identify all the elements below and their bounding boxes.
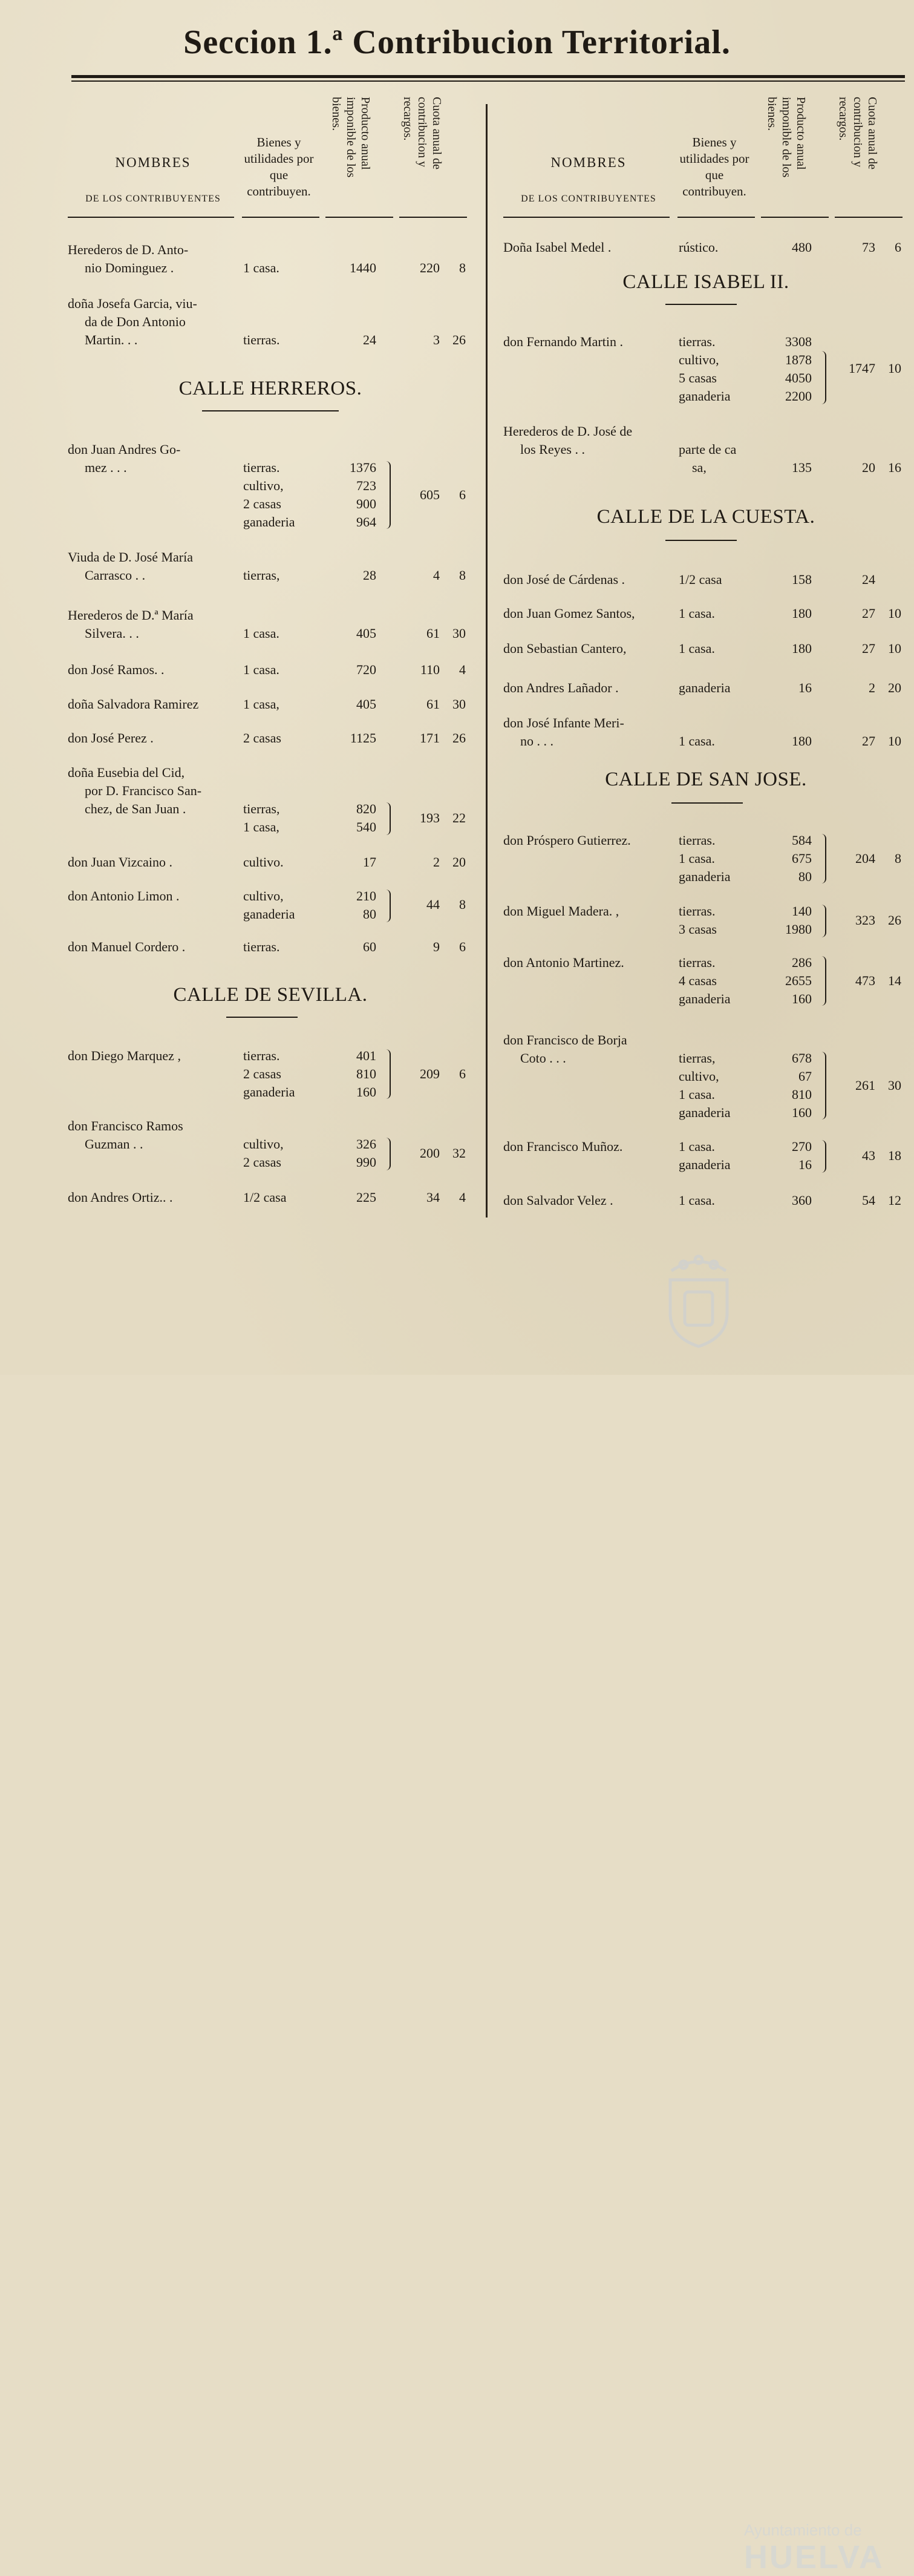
quota-cents: 8	[459, 260, 466, 275]
header-rule	[399, 217, 467, 218]
quota-amount: 473	[855, 973, 875, 988]
contributor-name: don Juan Gomez Santos,	[503, 606, 635, 621]
quota-amount: 261	[855, 1078, 875, 1093]
value-brace	[819, 834, 826, 883]
header-rule	[761, 217, 829, 218]
contributor-goods: tierras. 2 casas ganaderia	[243, 1048, 295, 1100]
contributor-goods: 1 casa.	[679, 733, 715, 749]
quota-cents: 10	[888, 606, 901, 621]
contributor-name: don Andres Lañador .	[503, 680, 619, 695]
street-heading: CALLE HERREROS.	[178, 378, 362, 399]
page-title: Seccion 1.ª Contribucion Territorial.	[183, 24, 731, 61]
title-rule-thick	[71, 75, 905, 78]
header-producto: Producto anual imponible de los bienes.	[765, 97, 808, 178]
product-values: 24	[363, 332, 376, 347]
quota-cents: 10	[888, 361, 901, 376]
contributor-name: Doña Isabel Medel .	[503, 240, 612, 255]
street-rule	[665, 540, 737, 541]
quota-cents: 26	[452, 730, 466, 746]
quota-amount: 204	[855, 851, 875, 866]
coat-of-arms-icon	[659, 1247, 738, 1349]
header-rule	[503, 217, 670, 218]
header-producto: Producto anual imponible de los bienes.	[330, 97, 372, 178]
quota-cents: 8	[895, 851, 901, 866]
quota-amount: 4	[433, 568, 440, 583]
quota-cents: 26	[452, 332, 466, 347]
street-rule	[671, 802, 743, 804]
product-values: 225	[356, 1190, 376, 1205]
contributor-name: don Próspero Gutierrez.	[503, 833, 631, 848]
product-values: 210 80	[356, 888, 376, 922]
quota-cents: 22	[452, 810, 466, 825]
contributor-goods: 1 casa.	[679, 606, 715, 621]
contributor-goods: 1 casa.	[243, 626, 279, 641]
quota-amount: 2	[433, 854, 440, 870]
quota-amount: 200	[420, 1145, 440, 1161]
contributor-goods: tierras. 1 casa. ganaderia	[679, 833, 731, 884]
column-divider	[486, 104, 488, 1218]
quota-cents: 32	[452, 1145, 466, 1161]
contributor-name: don José Infante Meri- no . . .	[503, 715, 624, 749]
contributor-goods: tierras.	[243, 332, 280, 347]
product-values: 180	[792, 733, 812, 749]
quota-amount: 171	[420, 730, 440, 746]
street-heading: CALLE DE LA CUESTA.	[596, 506, 815, 528]
quota-cents: 30	[452, 626, 466, 641]
header-rule	[677, 217, 755, 218]
quota-amount: 27	[862, 606, 875, 621]
header-bienes: Bienes y utilidades por que contribuyen.	[679, 135, 749, 198]
quota-amount: 605	[420, 487, 440, 502]
value-brace	[384, 890, 391, 922]
contributor-goods: ganaderia	[679, 680, 731, 695]
contributor-goods: tierras. cultivo, 2 casas ganaderia	[243, 460, 295, 529]
value-brace	[384, 1138, 391, 1170]
value-brace	[819, 1052, 826, 1119]
contributor-name: don Antonio Limon .	[68, 888, 180, 903]
contributor-name: don Sebastian Cantero,	[503, 641, 627, 656]
header-bienes: Bienes y utilidades por que contribuyen.	[244, 135, 314, 198]
header-names: NOMBRES	[115, 155, 191, 170]
product-values: 17	[363, 854, 376, 870]
quota-amount: 220	[420, 260, 440, 275]
product-values: 158	[792, 572, 812, 587]
value-brace	[384, 1049, 391, 1099]
product-values: 28	[363, 568, 376, 583]
contributor-goods: 1/2 casa	[679, 572, 722, 587]
quota-cents: 30	[452, 696, 466, 712]
product-values: 270 16	[792, 1139, 812, 1172]
contributor-name: Herederos de D.ª María Silvera. . .	[68, 608, 194, 641]
product-values: 480	[792, 240, 812, 255]
quota-amount: 3	[433, 332, 440, 347]
contributor-name: don Salvador Velez .	[503, 1193, 613, 1208]
contributor-name: don Juan Vizcaino .	[68, 854, 173, 870]
quota-amount: 323	[855, 913, 875, 928]
quota-cents: 30	[888, 1078, 901, 1093]
contributor-name: don Diego Marquez ,	[68, 1048, 181, 1063]
contributor-name: doña Josefa Garcia, viu- da de Don Antonio Martin. . .	[68, 296, 197, 347]
contributor-name: don Francisco de Borja Coto . . .	[503, 1032, 627, 1066]
product-values: 1440	[350, 260, 376, 275]
contributor-goods: 1 casa.	[679, 1193, 715, 1208]
contributor-name: don Antonio Martinez.	[503, 955, 624, 970]
product-values: 60	[363, 939, 376, 954]
contributor-name: don Andres Ortiz.. .	[68, 1190, 173, 1205]
contributor-name: don Fernando Martin .	[503, 334, 623, 349]
product-values: 1376 723 900 964	[350, 460, 376, 529]
right-header	[503, 97, 909, 218]
quota-amount: 9	[433, 939, 440, 954]
header-names: NOMBRES	[550, 155, 627, 170]
value-brace	[819, 956, 826, 1006]
contributor-goods: tierras.	[243, 939, 280, 954]
street-rule	[665, 304, 737, 305]
contributor-goods: rústico.	[679, 240, 719, 255]
header-rule	[835, 217, 903, 218]
contributor-name: Viuda de D. José María Carrasco . .	[68, 549, 194, 583]
quota-cents: 8	[459, 568, 466, 583]
contributor-goods: tierras, 1 casa,	[243, 801, 280, 834]
header-rule	[68, 217, 234, 218]
header-rule	[325, 217, 393, 218]
contributor-goods: tierras. 4 casas ganaderia	[679, 955, 731, 1006]
product-values: 135	[792, 460, 812, 475]
product-values: 360	[792, 1193, 812, 1208]
quota-cents: 10	[888, 733, 901, 749]
quota-amount: 61	[426, 696, 440, 712]
quota-amount: 73	[862, 240, 875, 255]
quota-cents: 10	[888, 641, 901, 656]
contributor-name: doña Salvadora Ramirez	[68, 696, 199, 712]
quota-cents: 6	[459, 939, 466, 954]
quota-cents: 8	[459, 897, 466, 912]
product-values: 678 67 810 160	[792, 1050, 812, 1120]
contributor-goods: 1 casa. ganaderia	[679, 1139, 731, 1172]
contributor-goods: cultivo, ganaderia	[243, 888, 295, 922]
quota-amount: 2	[869, 680, 875, 695]
quota-amount: 27	[862, 733, 875, 749]
quota-cents: 4	[459, 1190, 466, 1205]
quota-cents: 6	[895, 240, 901, 255]
street-heading: CALLE DE SAN JOSE.	[605, 769, 807, 790]
quota-amount: 24	[862, 572, 875, 587]
contributor-name: don Francisco Muñoz.	[503, 1139, 623, 1154]
quota-cents: 16	[888, 460, 901, 475]
contributor-goods: 1/2 casa	[243, 1190, 287, 1205]
product-values: 180	[792, 606, 812, 621]
quota-cents: 6	[459, 487, 466, 502]
left-header	[68, 97, 473, 218]
quota-amount: 34	[426, 1190, 440, 1205]
contributor-goods: 1 casa.	[679, 641, 715, 656]
contributor-goods: cultivo, 2 casas	[243, 1136, 284, 1170]
contributor-goods: tierras. 3 casas	[679, 903, 717, 937]
street-rule	[202, 410, 339, 411]
product-values: 401 810 160	[356, 1048, 376, 1100]
quota-cents: 20	[888, 680, 901, 695]
product-values: 584 675 80	[792, 833, 812, 884]
contributor-goods: 1 casa,	[243, 696, 279, 712]
contributor-name: doña Eusebia del Cid, por D. Francisco San- chez, de San Juan .	[68, 765, 202, 816]
product-values: 820 540	[356, 801, 376, 834]
header-rule	[242, 217, 319, 218]
quota-amount: 43	[862, 1148, 875, 1163]
contributor-goods: tierras, cultivo, 1 casa. ganaderia	[679, 1050, 731, 1120]
value-brace	[819, 905, 826, 937]
contributor-goods: tierras. cultivo, 5 casas ganaderia	[679, 334, 731, 404]
contributor-goods: tierras,	[243, 568, 280, 583]
contributor-name: Herederos de D. José de los Reyes . .	[503, 424, 633, 457]
header-cuota: Cuota anual de contribucion y recargos.	[401, 97, 443, 169]
contributor-name: don Francisco Ramos Guzman . .	[68, 1118, 183, 1152]
quota-amount: 1747	[849, 361, 875, 376]
contributor-name: don José de Cárdenas .	[503, 572, 625, 587]
quota-amount: 20	[862, 460, 875, 475]
quota-amount: 61	[426, 626, 440, 641]
product-values: 326 990	[356, 1136, 376, 1170]
contributor-name: don Miguel Madera. ,	[503, 903, 619, 919]
street-rule	[226, 1017, 298, 1018]
product-values: 720	[356, 662, 376, 677]
title-rule-thin	[71, 80, 905, 82]
contributor-name: Herederos de D. Anto- nio Dominguez .	[68, 242, 189, 275]
contributor-goods: parte de ca sa,	[679, 442, 737, 475]
value-brace	[819, 1140, 826, 1173]
contributor-name: don Manuel Cordero .	[68, 939, 186, 954]
quota-cents: 12	[888, 1193, 901, 1208]
watermark-line1: Ayuntamiento de	[744, 2521, 862, 2539]
product-values: 180	[792, 641, 812, 656]
contributor-goods: cultivo.	[243, 854, 284, 870]
watermark-line2: HUELVA	[744, 2539, 884, 2575]
quota-cents: 20	[452, 854, 466, 870]
product-values: 405	[356, 626, 376, 641]
product-values: 405	[356, 696, 376, 712]
street-heading: CALLE ISABEL II.	[622, 271, 789, 293]
contributor-goods: 1 casa.	[243, 260, 279, 275]
contributor-goods: 2 casas	[243, 730, 281, 746]
product-values: 286 2655 160	[785, 955, 812, 1006]
quota-cents: 14	[888, 973, 901, 988]
product-values: 140 1980	[785, 903, 812, 937]
header-names-sub: DE LOS CONTRIBUYENTES	[85, 194, 221, 204]
product-values: 1125	[350, 730, 376, 746]
contributor-name: don José Ramos. .	[68, 662, 165, 677]
product-values: 3308 1878 4050 2200	[785, 334, 812, 404]
quota-amount: 209	[420, 1066, 440, 1081]
contributor-name: don José Perez .	[68, 730, 154, 746]
value-brace	[384, 461, 391, 529]
quota-amount: 44	[426, 897, 440, 912]
quota-cents: 18	[888, 1148, 901, 1163]
contributor-goods: 1 casa.	[243, 662, 279, 677]
contributor-name: don Juan Andres Go- mez . . .	[68, 442, 181, 475]
product-values: 16	[798, 680, 812, 695]
quota-cents: 26	[888, 913, 901, 928]
watermark	[659, 1247, 889, 2575]
quota-amount: 110	[420, 662, 440, 677]
header-names-sub: DE LOS CONTRIBUYENTES	[521, 194, 656, 204]
quota-amount: 193	[420, 810, 440, 825]
quota-amount: 27	[862, 641, 875, 656]
header-cuota: Cuota anual de contribucion y recargos.	[837, 97, 879, 169]
quota-amount: 54	[862, 1193, 875, 1208]
street-heading: CALLE DE SEVILLA.	[173, 984, 368, 1006]
value-brace	[384, 802, 391, 835]
quota-cents: 4	[459, 662, 466, 677]
quota-cents: 6	[459, 1066, 466, 1081]
